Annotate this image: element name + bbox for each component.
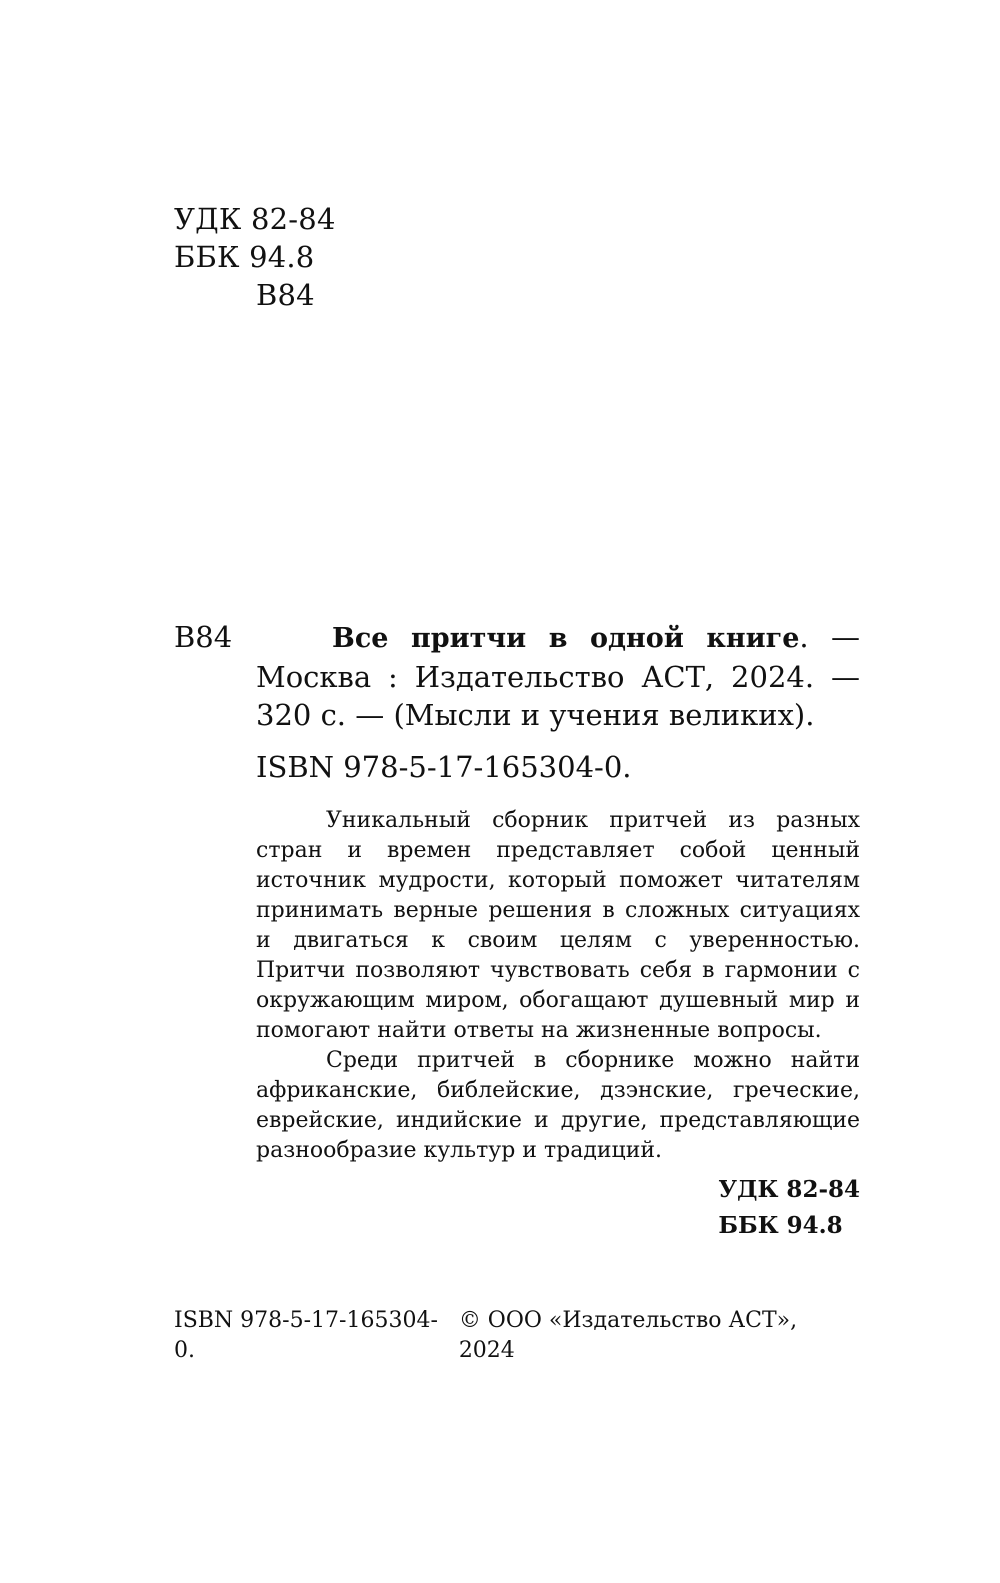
isbn-line: ISBN 978-5-17-165304-0. bbox=[256, 750, 632, 784]
annotation-bbk: ББК 94.8 bbox=[718, 1212, 843, 1239]
classification-header bbox=[174, 200, 336, 314]
catalog-entry bbox=[174, 618, 860, 786]
footer-isbn: ISBN 978-5-17-165304-0. bbox=[174, 1308, 438, 1363]
annotation-udk: УДК 82-84 bbox=[718, 1176, 860, 1203]
annotation-paragraph-1: Уникальный сборник притчей из разных стран и времен представляет собой ценный источник мудрости, который поможет читателям принимать верные решения в сложных ситуациях и двигаться к своим целям с уверенностью. Притчи позволяют чувствовать себя в гармонии с окружающим миром, обогащают душевный мир и помогают найти ответы на жизненные вопросы. bbox=[256, 808, 860, 1043]
author-mark: В84 bbox=[256, 278, 315, 312]
publication-info: . — Москва : Издательство АСТ, 2024. — 320 с. — (Мысли и учения великих). bbox=[256, 620, 861, 732]
bbk-code: ББК 94.8 bbox=[174, 240, 315, 274]
book-title: Все притчи в одной книге bbox=[332, 623, 800, 654]
annotation-paragraph-2: Среди притчей в сборнике можно найти африканские, библейские, дзэнские, греческие, еврейские, индийские и другие, представляющие разнообразие культур и традиций. bbox=[256, 1048, 860, 1163]
annotation bbox=[256, 806, 860, 1244]
annotation-codes bbox=[256, 1172, 860, 1244]
catalog-code: В84 bbox=[174, 620, 233, 654]
footer bbox=[174, 1306, 860, 1366]
bibliographic-description bbox=[256, 618, 860, 734]
udk-code: УДК 82-84 bbox=[174, 202, 336, 236]
footer-copyright: © ООО «Издательство АСТ», 2024 bbox=[458, 1308, 798, 1363]
